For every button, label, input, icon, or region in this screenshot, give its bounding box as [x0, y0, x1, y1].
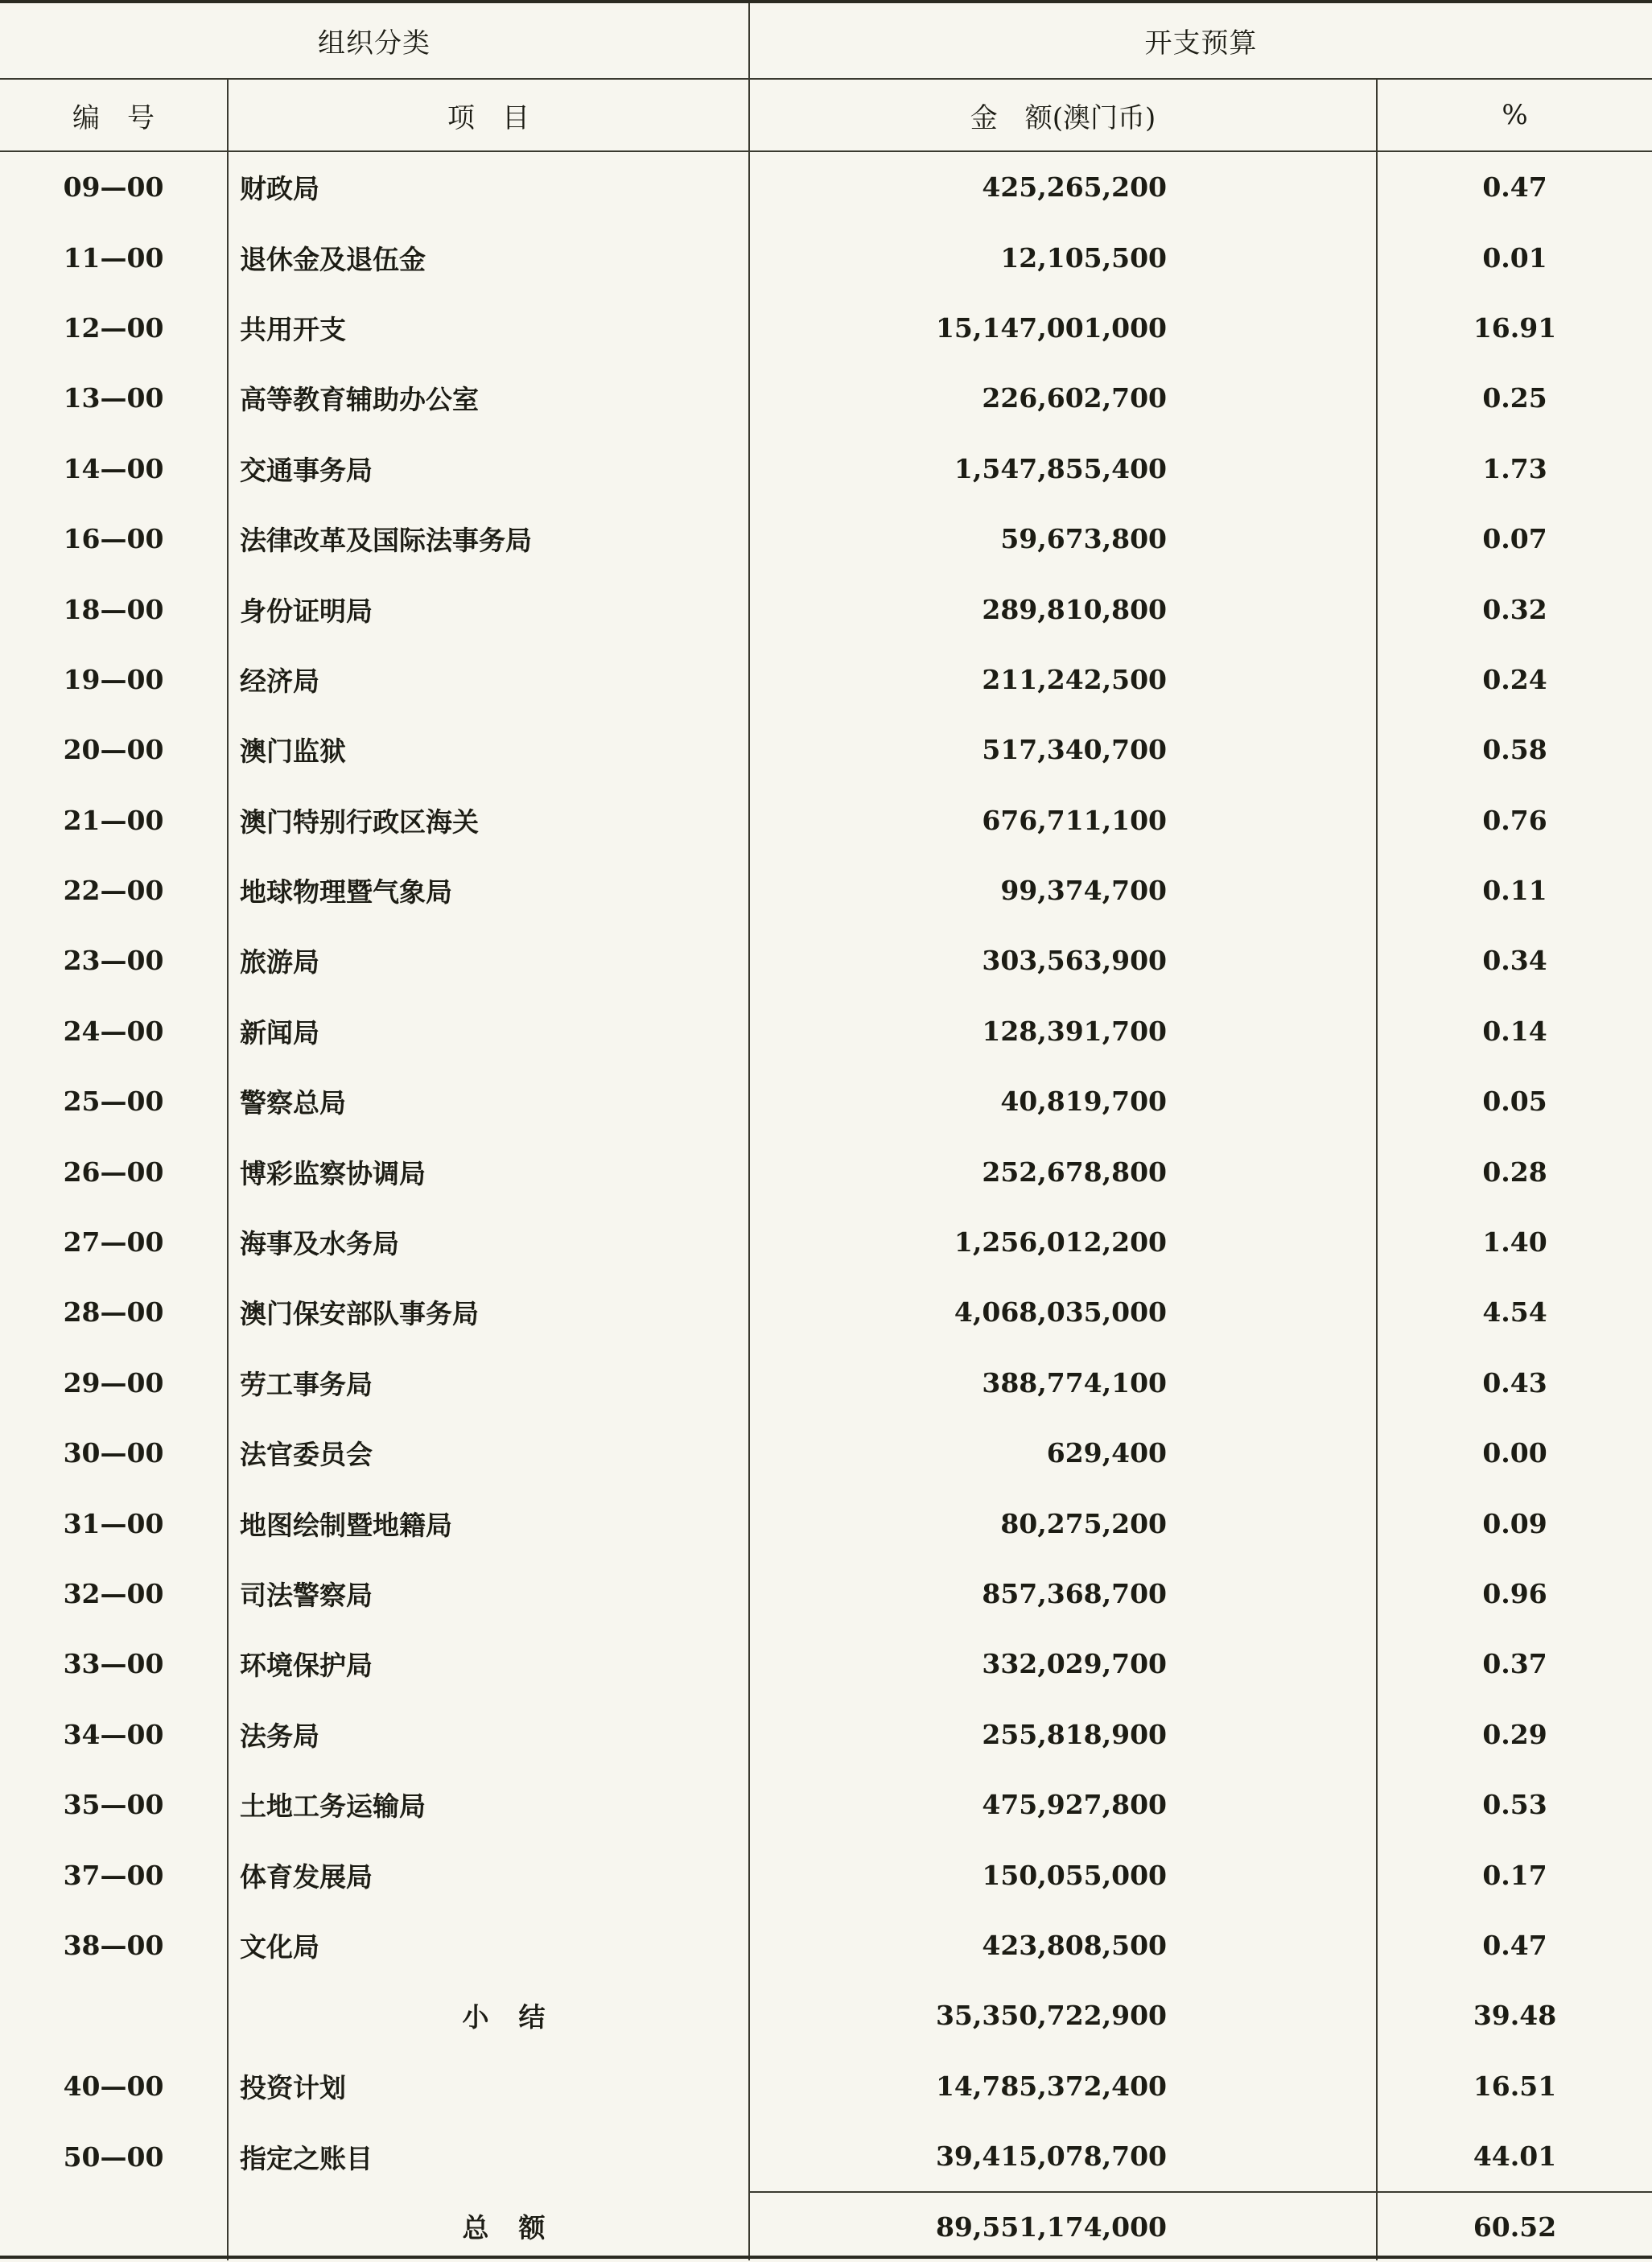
- row-item: 法律改革及国际法事务局: [228, 504, 749, 574]
- row-item: 文化局: [228, 1910, 749, 1980]
- subtotal-amount: 35,350,722,900: [749, 1980, 1377, 2050]
- row-item: 警察总局: [228, 1066, 749, 1136]
- row-amount: 676,711,100: [749, 785, 1377, 855]
- row-code: 09—00: [0, 151, 228, 222]
- row-amount: 150,055,000: [749, 1840, 1377, 1910]
- row-amount: 80,275,200: [749, 1488, 1377, 1558]
- row-amount: 475,927,800: [749, 1770, 1377, 1840]
- row-percent: 44.01: [1473, 2140, 1557, 2173]
- row-percent: 0.00: [1482, 1437, 1547, 1469]
- row-percent: 0.28: [1482, 1156, 1547, 1188]
- total-row: [0, 2192, 1652, 2260]
- row-code: 25—00: [0, 1066, 228, 1136]
- table-row: [0, 1348, 1652, 1418]
- row-item: 投资计划: [228, 2051, 749, 2121]
- header-percent: %: [1377, 79, 1652, 151]
- table-row: [0, 504, 1652, 574]
- table-row: [0, 1910, 1652, 1980]
- row-code: 19—00: [0, 645, 228, 715]
- row-item: 澳门保安部队事务局: [228, 1277, 749, 1347]
- table-row: [0, 996, 1652, 1066]
- row-code: 28—00: [0, 1277, 228, 1347]
- row-amount: 332,029,700: [749, 1629, 1377, 1699]
- row-item: 共用开支: [228, 293, 749, 363]
- row-percent: 16.91: [1473, 311, 1557, 344]
- row-code: 31—00: [0, 1488, 228, 1558]
- row-percent: 0.34: [1482, 945, 1547, 977]
- row-item: 退休金及退伍金: [228, 222, 749, 292]
- row-amount: 15,147,001,000: [749, 293, 1377, 363]
- row-amount: 517,340,700: [749, 715, 1377, 785]
- row-code: 24—00: [0, 996, 228, 1066]
- table-row: [0, 1629, 1652, 1699]
- row-percent: 0.01: [1482, 241, 1547, 274]
- table-body: [0, 151, 1652, 2260]
- row-code: 21—00: [0, 785, 228, 855]
- row-amount: 252,678,800: [749, 1136, 1377, 1206]
- row-amount: 14,785,372,400: [749, 2051, 1377, 2121]
- row-item: 经济局: [228, 645, 749, 715]
- row-item: 海事及水务局: [228, 1207, 749, 1277]
- row-amount: 388,774,100: [749, 1348, 1377, 1418]
- row-amount: 1,547,855,400: [749, 434, 1377, 504]
- row-item: 旅游局: [228, 925, 749, 995]
- total-amount: 89,551,174,000: [749, 2192, 1377, 2260]
- row-code: 37—00: [0, 1840, 228, 1910]
- row-amount: 303,563,900: [749, 925, 1377, 995]
- row-amount: 59,673,800: [749, 504, 1377, 574]
- table-row: [0, 1488, 1652, 1558]
- row-code: 22—00: [0, 855, 228, 925]
- table-row: [0, 855, 1652, 925]
- row-code: 50—00: [0, 2121, 228, 2192]
- row-item: 法务局: [228, 1700, 749, 1770]
- row-percent: 4.54: [1482, 1296, 1547, 1329]
- row-amount: 12,105,500: [749, 222, 1377, 292]
- table-row: [0, 785, 1652, 855]
- total-label: 总 额: [228, 2192, 749, 2260]
- header-item: 项 目: [228, 79, 749, 151]
- row-percent: 0.24: [1482, 663, 1547, 695]
- subtotal-percent: 39.48: [1473, 2000, 1557, 2032]
- row-item: 高等教育辅助办公室: [228, 363, 749, 433]
- row-amount: 211,242,500: [749, 645, 1377, 715]
- table-row: [0, 1770, 1652, 1840]
- row-item: 体育发展局: [228, 1840, 749, 1910]
- row-amount: 857,368,700: [749, 1559, 1377, 1629]
- row-percent: 0.09: [1482, 1507, 1547, 1539]
- row-amount: 128,391,700: [749, 996, 1377, 1066]
- row-percent: 0.05: [1482, 1086, 1547, 1118]
- row-percent: 0.17: [1482, 1859, 1547, 1891]
- row-item: 司法警察局: [228, 1559, 749, 1629]
- row-item: 指定之账目: [228, 2121, 749, 2192]
- row-code: 34—00: [0, 1700, 228, 1770]
- subtotal-code: [0, 1980, 228, 2050]
- row-item: 环境保护局: [228, 1629, 749, 1699]
- row-percent: 0.96: [1482, 1578, 1547, 1609]
- row-amount: 289,810,800: [749, 574, 1377, 644]
- table-row: [0, 222, 1652, 292]
- row-item: 博彩监察协调局: [228, 1136, 749, 1206]
- header-amount: 金 额(澳门币): [749, 79, 1377, 151]
- row-percent: 16.51: [1473, 2070, 1557, 2102]
- row-code: 12—00: [0, 293, 228, 363]
- row-item: 新闻局: [228, 996, 749, 1066]
- row-code: 16—00: [0, 504, 228, 574]
- row-percent: 0.47: [1482, 1929, 1547, 1961]
- row-percent: 0.53: [1482, 1789, 1547, 1821]
- row-percent: 0.58: [1482, 734, 1547, 766]
- row-item: 财政局: [228, 151, 749, 222]
- table-row: [0, 1136, 1652, 1206]
- table-header: [0, 3, 1652, 151]
- row-code: 26—00: [0, 1136, 228, 1206]
- row-amount: 40,819,700: [749, 1066, 1377, 1136]
- row-item: 地图绘制暨地籍局: [228, 1488, 749, 1558]
- row-amount: 425,265,200: [749, 151, 1377, 222]
- table-row: [0, 1207, 1652, 1277]
- row-code: 23—00: [0, 925, 228, 995]
- row-item: 澳门监狱: [228, 715, 749, 785]
- row-item: 土地工务运输局: [228, 1770, 749, 1840]
- row-item: 身份证明局: [228, 574, 749, 644]
- row-percent: 0.37: [1482, 1648, 1547, 1680]
- row-item: 地球物理暨气象局: [228, 855, 749, 925]
- table-row: [0, 293, 1652, 363]
- row-code: 27—00: [0, 1207, 228, 1277]
- row-item: 澳门特别行政区海关: [228, 785, 749, 855]
- table-row: [0, 645, 1652, 715]
- row-code: 32—00: [0, 1559, 228, 1629]
- row-item: 交通事务局: [228, 434, 749, 504]
- table-row: [0, 363, 1652, 433]
- table-row: [0, 1418, 1652, 1488]
- total-code: [0, 2192, 228, 2260]
- row-code: 33—00: [0, 1629, 228, 1699]
- row-percent: 1.40: [1482, 1226, 1547, 1259]
- row-code: 38—00: [0, 1910, 228, 1980]
- row-amount: 255,818,900: [749, 1700, 1377, 1770]
- row-percent: 0.29: [1482, 1718, 1547, 1750]
- row-percent: 0.07: [1482, 523, 1547, 555]
- table-row: [0, 1840, 1652, 1910]
- table-row: [0, 574, 1652, 644]
- row-code: 14—00: [0, 434, 228, 504]
- table-row: [0, 1700, 1652, 1770]
- table-row: [0, 715, 1652, 785]
- table-row: [0, 925, 1652, 995]
- row-amount: 39,415,078,700: [749, 2121, 1377, 2192]
- row-amount: 226,602,700: [749, 363, 1377, 433]
- table-row: [0, 2121, 1652, 2192]
- table-row: [0, 1559, 1652, 1629]
- table-row: [0, 434, 1652, 504]
- header-org-classification: 组织分类: [0, 3, 749, 79]
- row-amount: 99,374,700: [749, 855, 1377, 925]
- row-percent: 0.11: [1482, 875, 1547, 907]
- row-item: 法官委员会: [228, 1418, 749, 1488]
- row-code: 13—00: [0, 363, 228, 433]
- table-row: [0, 151, 1652, 222]
- row-code: 11—00: [0, 222, 228, 292]
- subtotal-row: [0, 1980, 1652, 2050]
- row-code: 18—00: [0, 574, 228, 644]
- row-percent: 1.73: [1482, 452, 1547, 484]
- table-row: [0, 1277, 1652, 1347]
- row-percent: 0.14: [1482, 1015, 1547, 1047]
- row-percent: 0.32: [1482, 593, 1547, 625]
- row-percent: 0.47: [1482, 171, 1547, 204]
- row-code: 29—00: [0, 1348, 228, 1418]
- row-amount: 423,808,500: [749, 1910, 1377, 1980]
- row-amount: 629,400: [749, 1418, 1377, 1488]
- row-item: 劳工事务局: [228, 1348, 749, 1418]
- header-code: 编 号: [0, 79, 228, 151]
- subtotal-label: 小 结: [228, 1980, 749, 2050]
- row-code: 40—00: [0, 2051, 228, 2121]
- row-code: 35—00: [0, 1770, 228, 1840]
- total-percent: 60.52: [1377, 2192, 1652, 2260]
- table-row: [0, 2051, 1652, 2121]
- budget-table: [0, 3, 1652, 2260]
- row-amount: 1,256,012,200: [749, 1207, 1377, 1277]
- row-code: 30—00: [0, 1418, 228, 1488]
- row-percent: 0.25: [1482, 382, 1547, 414]
- table-row: [0, 1066, 1652, 1136]
- row-code: 20—00: [0, 715, 228, 785]
- bottom-rule: [0, 2256, 1652, 2259]
- header-expenditure-budget: 开支预算: [749, 3, 1652, 79]
- row-amount: 4,068,035,000: [749, 1277, 1377, 1347]
- row-percent: 0.43: [1482, 1366, 1547, 1399]
- row-percent: 0.76: [1482, 804, 1547, 836]
